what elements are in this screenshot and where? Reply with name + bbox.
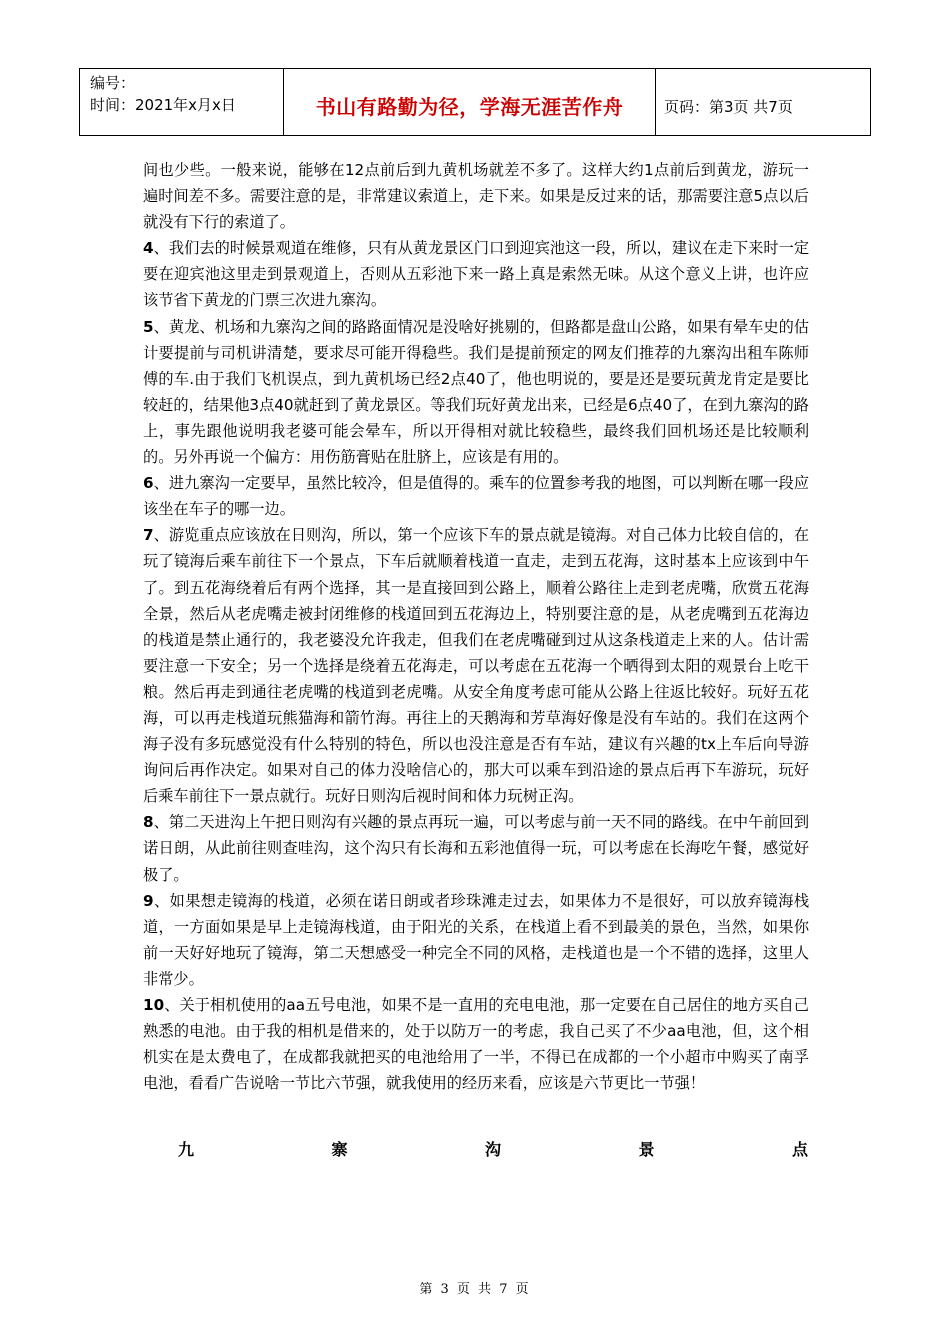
section-title-char: 点	[791, 1140, 808, 1159]
section-title-char: 沟	[484, 1140, 501, 1159]
paragraph-text: 、游览重点应该放在日则沟，所以，第一个应该下车的景点就是镜海。对自己体力比较自信的，在玩了镜海后乘车前往下一个景点，下车后就顺着栈道一直走，走到五花海，这时基本上应该到中午了。到五花海绕着后有两个选择，其一是直接回到公路上，顺着公路往上走到老虎嘴，欣赏五花海全景，然后从老虎嘴走被封闭维修的栈道回到五花海边上，特别要注意的是，从老虎嘴到五花海边的栈道是禁止通行的，我老婆没允许我走，但我们在老虎嘴碰到过从这条栈道走上来的人。估计需要注意一下安全；另一个选择是绕着五花海走，可以考虑在五花海一个晒得到太阳的观景台上吃干粮。然后再走到通往老虎嘴的栈道到老虎嘴。从安全角度考虑可能从公路上往返比较好。玩好五花海，可以再走栈道玩熊猫海和箭竹海。再往上的天鹅海和芳草海好像是没有车站的。我们在这两个海子没有多玩感觉没有什么特别的特色，所以也没注意是否有车站，建议有兴趣的tx上车后向导游询问后再作决定。如果对自己的体力没啥信心的，那大可以乘车到沿途的景点后再下车游玩，玩好后乘车前往下一景点就行。玩好日则沟后视时间和体力玩树正沟。	[143, 526, 809, 806]
time-label: 时间：2021年x月x日	[90, 96, 236, 114]
paragraph-text: 、关于相机使用的aa五号电池，如果不是一直用的充电电池，那一定要在自己居住的地方买自己熟悉的电池。由于我的相机是借来的，处于以防万一的考虑，我自己买了不少aa电池，但，这个相机实在是太费电了，在成都我就把买的电池给用了一半，不得已在成都的一个小超市中购买了南孚电池，看看广告说啥一节比六节强，就我使用的经历来看，应该是六节更比一节强！	[143, 996, 809, 1093]
paragraph-number: 7	[143, 526, 154, 545]
body-text	[143, 157, 809, 1096]
section-title-char: 寨	[331, 1140, 348, 1159]
page-header	[79, 68, 871, 136]
paragraph-number: 8	[143, 813, 154, 832]
paragraph	[143, 522, 809, 809]
paragraph	[143, 470, 809, 522]
paragraph	[143, 157, 809, 235]
page-footer: 第 3 页 共 7 页	[419, 1282, 531, 1297]
paragraph-text: 、进九寨沟一定要早，虽然比较冷，但是值得的。乘车的位置参考我的地图，可以判断在哪一段应该坐在车子的哪一边。	[143, 474, 809, 519]
paragraph-number: 6	[143, 474, 154, 493]
section-title	[178, 1137, 808, 1160]
paragraph	[143, 809, 809, 887]
paragraph-text: 、第二天进沟上午把日则沟有兴趣的景点再玩一遍，可以考虑与前一天不同的路线。在中午前回到诺日朗，从此前往则查哇沟，这个沟只有长海和五彩池值得一玩，可以考虑在长海吃午餐，感觉好极了。	[143, 813, 809, 884]
header-info-cell	[80, 69, 284, 135]
section-title-char: 景	[638, 1140, 655, 1159]
header-page-info: 页码：第3页 共7页	[664, 97, 793, 116]
paragraph	[143, 992, 809, 1096]
paragraph	[143, 314, 809, 471]
header-motto: 书山有路勤为径，学海无涯苦作舟	[284, 69, 656, 135]
paragraph-text: 、黄龙、机场和九寨沟之间的路路面情况是没啥好挑剔的，但路都是盘山公路，如果有晕车史的估计要提前与司机讲清楚，要求尽可能开得稳些。我们是提前预定的网友们推荐的九寨沟出租车陈师傅的车.由于我们飞机误点，到九黄机场已经2点40了，他也明说的，要是还是要玩黄龙肯定是要比较赶的，结果他3点40就赶到了黄龙景区。等我们玩好黄龙出来，已经是6点40了，在到九寨沟的路上，事先跟他说明我老婆可能会晕车，所以开得相对就比较稳些，最终我们回机场还是比较顺利的。另外再说一个偏方：用伤筋膏贴在肚脐上，应该是有用的。	[143, 317, 809, 467]
paragraph-number: 9	[143, 891, 154, 910]
paragraph-text: 间也少些。一般来说，能够在12点前后到九黄机场就差不多了。这样大约1点前后到黄龙，游玩一遍时间差不多。需要注意的是，非常建议索道上，走下来。如果是反过来的话，那需要注意5点以后就没有下行的索道了。	[143, 161, 809, 232]
paragraph-text: 、我们去的时候景观道在维修，只有从黄龙景区门口到迎宾池这一段，所以，建议在走下来时一定要在迎宾池这里走到景观道上，否则从五彩池下来一路上真是索然无味。从这个意义上讲，也许应该节省下黄龙的门票三次进九寨沟。	[143, 239, 809, 310]
paragraph-number: 10	[143, 996, 165, 1014]
paragraph-number: 5	[143, 317, 154, 336]
paragraph-text: 、如果想走镜海的栈道，必须在诺日朗或者珍珠滩走过去，如果体力不是很好，可以放弃镜海栈道，一方面如果是早上走镜海栈道，由于阳光的关系，在栈道上看不到最美的景色，当然，如果你前一天好好地玩了镜海，第二天想感受一种完全不同的风格，走栈道也是一个不错的选择，这里人非常少。	[143, 891, 809, 988]
paragraph-number: 4	[143, 239, 154, 258]
code-label: 编号：	[90, 74, 136, 92]
paragraph	[143, 235, 809, 313]
section-title-char: 九	[178, 1140, 195, 1159]
paragraph	[143, 888, 809, 992]
